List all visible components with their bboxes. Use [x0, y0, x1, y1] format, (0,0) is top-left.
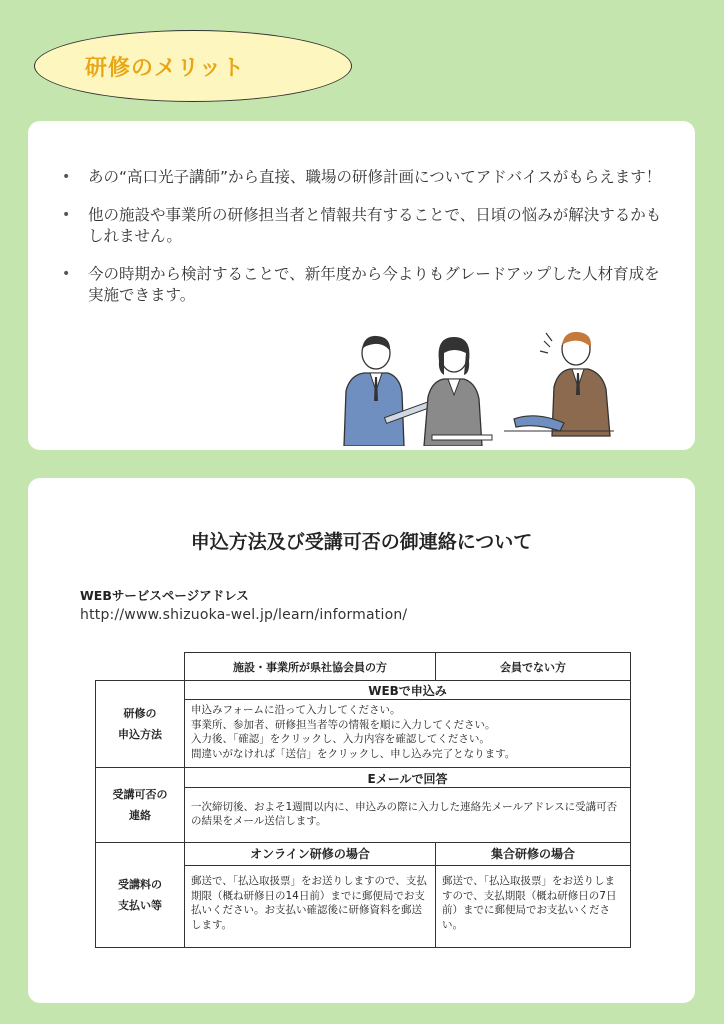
result-text: 一次締切後、およそ1週間以内に、申込みの際に入力した連絡先メールアドレスに受講可否の結果をメール送信します。: [191, 800, 618, 827]
merits-card: [28, 121, 695, 450]
meeting-illustration: [314, 331, 614, 446]
section-title-badge: [34, 30, 352, 102]
person-man-brown-icon: [504, 332, 614, 436]
result-cell: [185, 768, 631, 843]
payment-group-header: 集合研修の場合: [436, 843, 630, 866]
payment-online-text: 郵送で、「払込取扱票」をお送りしますので、支払期限（概ね研修日の14日前）までに郵便局でお支払いください。お支払い確認後に研修資料を郵送します。: [191, 875, 427, 931]
column-header-nonmembers: 会員でない方: [436, 653, 631, 681]
application-title: 申込方法及び受講可否の御連絡について: [190, 531, 533, 553]
section-title: 研修のメリット: [84, 55, 246, 81]
payment-group-cell: [436, 843, 631, 948]
method-text: 申込みフォームに沿って入力してください。 事業所、参加者、研修担当者等の情報を順に入力してください。 入力後、「確認」をクリックし、入力内容を確認してください。 間違いがなければ「送信」をクリックし、申し込み完了となります。: [191, 704, 516, 760]
method-cell: [185, 681, 631, 768]
merits-list: [62, 167, 662, 323]
payment-online-header: オンライン研修の場合: [185, 843, 435, 866]
payment-online-cell: [185, 843, 436, 948]
person-man-blue-icon: [344, 336, 434, 446]
person-woman-grey-icon: [424, 337, 492, 446]
payment-group-text: 郵送で、「払込取扱票」をお送りしますので、支払期限（概ね研修日の7日前）までに郵便局でお支払いください。: [442, 875, 617, 931]
row-label-result: 受講可否の 連絡: [96, 768, 185, 843]
result-subheader: Eメールで回答: [185, 770, 630, 788]
application-info-table: [95, 652, 631, 948]
web-address-link[interactable]: http://www.shizuoka-wel.jp/learn/information/: [80, 607, 408, 623]
column-header-members: 施設・事業所が県社協会員の方: [185, 653, 436, 681]
row-label-method: 研修の 申込方法: [96, 681, 185, 768]
method-subheader: WEBで申込み: [185, 682, 630, 700]
row-label-payment: 受講料の 支払い等: [96, 843, 185, 948]
web-address-label: WEBサービスページアドレス: [80, 588, 249, 603]
application-card: [28, 478, 695, 1003]
merit-item: • あの“高口光子講師”から直接、職場の研修計画についてアドバイスがもらえます！: [62, 167, 662, 188]
merit-item: • 今の時期から検討することで、新年度から今よりもグレードアップした人材育成を実施できます。: [62, 264, 662, 306]
merit-item: • 他の施設や事業所の研修担当者と情報共有することで、日頃の悩みが解決するかもしれません。: [62, 205, 662, 247]
